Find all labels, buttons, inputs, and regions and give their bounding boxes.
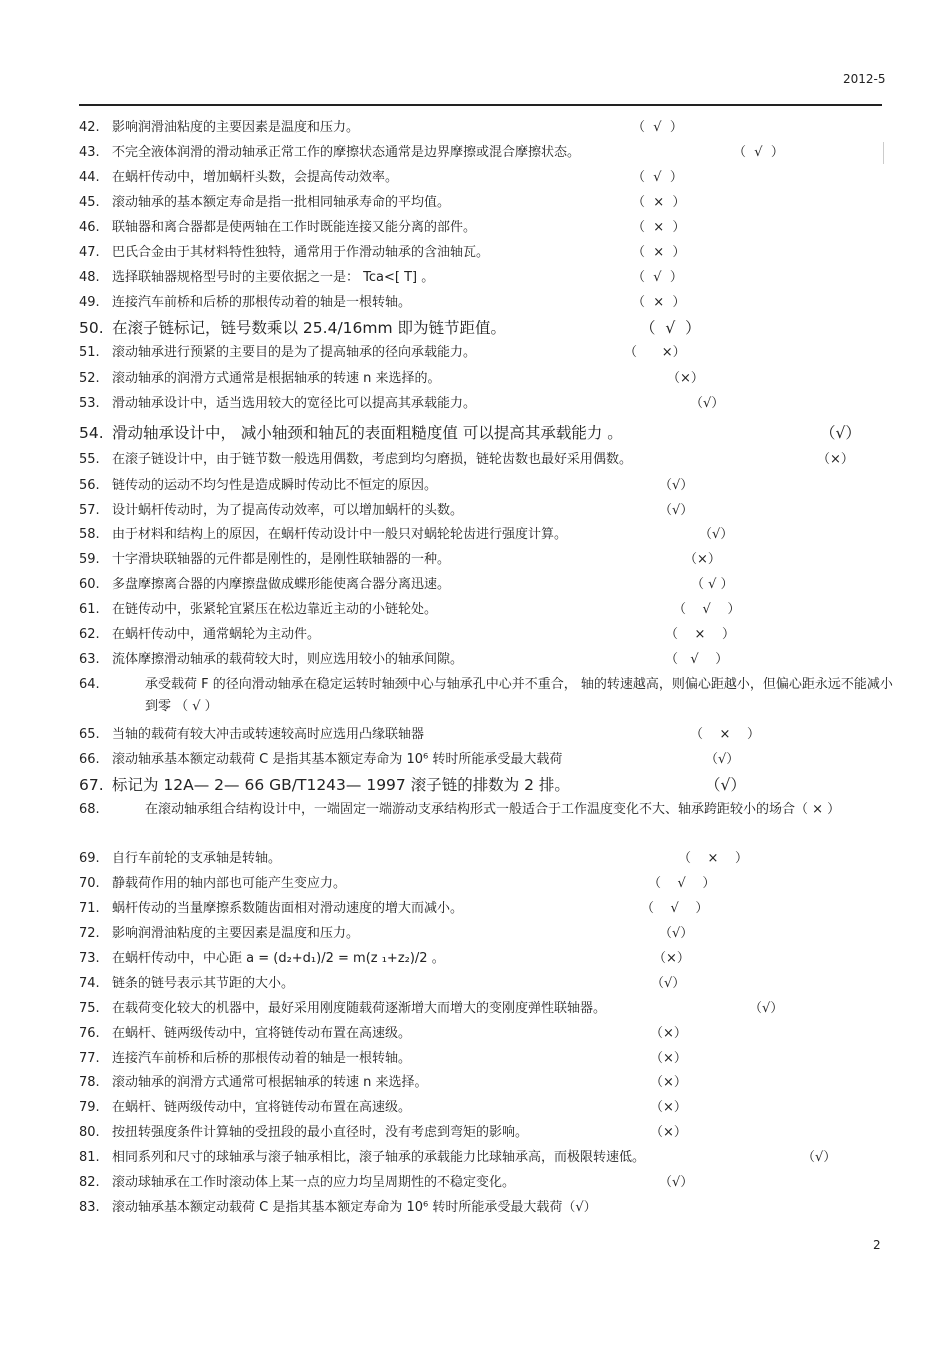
question-text: 在蜗杆传动中，增加蜗杆头数，会提高传动效率。 [112, 170, 399, 185]
question-number: 49. [79, 295, 100, 310]
answer-mark: （ ×） [624, 345, 686, 360]
question-number: 71. [79, 901, 100, 916]
question-text: 滚动轴承基本额定动载荷 C 是指其基本额定寿命为 10⁶ 转时所能承受最大载荷 [112, 752, 563, 767]
question-text: 静载荷作用的轴内部也可能产生变应力。 [112, 876, 347, 891]
question-text: 在滚子链标记，链号数乘以 25.4/16mm 即为链节距值。 [112, 319, 507, 337]
answer-mark: （ √ ） [632, 270, 683, 285]
answer-mark: （√） [820, 424, 861, 442]
question-text: 设计蜗杆传动时，为了提高传动效率，可以增加蜗杆的头数。 [112, 503, 464, 518]
question-number: 67. [79, 776, 104, 794]
question-text: 滑动轴承设计中，适当选用较大的宽径比可以提高其承载能力。 [112, 396, 477, 411]
question-number: 74. [79, 976, 100, 991]
question-text: 由于材料和结构上的原因，在蜗杆传动设计中一般只对蜗轮轮齿进行强度计算。 [112, 527, 568, 542]
page-number: 2 [873, 1238, 881, 1252]
question-text: 影响润滑油粘度的主要因素是温度和压力。 [112, 120, 360, 135]
question-text: 标记为 12A— 2— 66 GB/T1243— 1997 滚子链的排数为 2 排。 [112, 776, 570, 794]
question-number: 44. [79, 170, 100, 185]
answer-mark: （√） [659, 1175, 694, 1190]
question-number: 70. [79, 876, 100, 891]
answer-mark: （√） [802, 1150, 837, 1165]
margin-mark [883, 142, 884, 164]
question-text: 在载荷变化较大的机器中，最好采用刚度随载荷逐渐增大而增大的变刚度弹性联轴器。 [112, 1001, 607, 1016]
question-number: 81. [79, 1150, 100, 1165]
answer-mark: （ × ） [678, 851, 748, 866]
answer-mark: （ × ） [632, 220, 686, 235]
answer-mark: （×） [667, 371, 704, 386]
question-number: 65. [79, 727, 100, 742]
question-number: 82. [79, 1175, 100, 1190]
question-text: 多盘摩擦离合器的内摩擦盘做成蝶形能使离合器分离迅速。 [112, 577, 451, 592]
question-number: 47. [79, 245, 100, 260]
answer-mark: （ √ ） [632, 120, 683, 135]
question-number: 72. [79, 926, 100, 941]
question-text: 连接汽车前桥和后桥的那根传动着的轴是一根转轴。 [112, 295, 412, 310]
answer-mark: （√） [749, 1001, 784, 1016]
question-number: 79. [79, 1100, 100, 1115]
question-text: 相同系列和尺寸的球轴承与滚子轴承相比，滚子轴承的承载能力比球轴承高，而极限转速低。 [112, 1150, 646, 1165]
question-number: 42. [79, 120, 100, 135]
answer-mark: （√） [651, 976, 686, 991]
question-text: 在蜗杆传动中，通常蜗轮为主动件。 [112, 627, 321, 642]
question-number: 57. [79, 503, 100, 518]
question-text: 滚动轴承的润滑方式通常是根据轴承的转速 n 来选择的。 [112, 371, 441, 386]
question-number: 50. [79, 319, 104, 337]
question-number: 80. [79, 1125, 100, 1140]
answer-mark: （ × ） [632, 195, 686, 210]
question-text: 不完全液体润滑的滑动轴承正常工作的摩擦状态通常是边界摩擦或混合摩擦状态。 [112, 145, 581, 160]
answer-mark: （ √ ） [640, 319, 701, 337]
question-number: 78. [79, 1075, 100, 1090]
answer-mark: （√） [659, 478, 694, 493]
question-text: 当轴的载荷有较大冲击或转速较高时应选用凸缘联轴器 [112, 727, 425, 742]
answer-mark: （√） [659, 926, 694, 941]
question-text: 流体摩擦滑动轴承的载荷较大时，则应选用较小的轴承间隙。 [112, 652, 464, 667]
answer-mark: （ × ） [665, 627, 735, 642]
question-text: 按扭转强度条件计算轴的受扭段的最小直径时，没有考虑到弯矩的影响。 [112, 1125, 529, 1140]
question-text: 滑动轴承设计中， 减小轴颈和轴瓦的表面粗糙度值 可以提高其承载能力 。 [112, 424, 623, 442]
question-text: 在蜗杆、链两级传动中，宜将链传动布置在高速级。 [112, 1026, 412, 1041]
question-number: 53. [79, 396, 100, 411]
question-item [79, 799, 869, 821]
answer-mark: （×） [650, 1075, 687, 1090]
answer-mark: （ √ ） [665, 652, 729, 667]
answer-mark: （√） [659, 503, 694, 518]
question-text: 滚动轴承的润滑方式通常可根据轴承的转速 n 来选择。 [112, 1075, 428, 1090]
answer-mark: （×） [650, 1100, 687, 1115]
question-text: 影响润滑油粘度的主要因素是温度和压力。 [112, 926, 360, 941]
answer-mark: （√） [699, 527, 734, 542]
question-number: 76. [79, 1026, 100, 1041]
question-text: 连接汽车前桥和后桥的那根传动着的轴是一根转轴。 [112, 1051, 412, 1066]
question-text: 滚动球轴承在工作时滚动体上某一点的应力均呈周期性的不稳定变化。 [112, 1175, 516, 1190]
question-text: 自行车前轮的支承轴是转轴。 [112, 851, 282, 866]
question-text: 在滚子链设计中，由于链节数一般选用偶数，考虑到均匀磨损，链轮齿数也最好采用偶数。 [112, 452, 633, 467]
question-number: 54. [79, 424, 104, 442]
answer-mark: （ √ ） [632, 170, 683, 185]
answer-mark: （ × ） [632, 245, 686, 260]
question-text: 在蜗杆、链两级传动中，宜将链传动布置在高速级。 [112, 1100, 412, 1115]
question-text: 在链传动中，张紧轮宜紧压在松边靠近主动的小链轮处。 [112, 602, 438, 617]
question-number: 60. [79, 577, 100, 592]
header-date: 2012-5 [843, 72, 886, 86]
question-number: 58. [79, 527, 100, 542]
answer-mark: （ √ ） [641, 901, 709, 916]
question-number: 48. [79, 270, 100, 285]
question-number: 56. [79, 478, 100, 493]
question-text: 承受载荷 F 的径向滑动轴承在稳定运转时轴颈中心与轴承孔中心并不重合， 轴的转速越高，则偏心距越小，但偏心距永远不能减小到零 （ √ ） [145, 677, 893, 714]
answer-mark: （×） [650, 1125, 687, 1140]
question-text: 选择联轴器规格型号时的主要依据之一是： Tca<[ T] 。 [112, 270, 435, 285]
header-rule [79, 104, 882, 106]
question-text: 滚动轴承的基本额定寿命是指一批相同轴承寿命的平均值。 [112, 195, 451, 210]
question-number: 52. [79, 371, 100, 386]
answer-mark: （ √ ） [648, 876, 716, 891]
question-text: 链传动的运动不均匀性是造成瞬时传动比不恒定的原因。 [112, 478, 438, 493]
question-text: 联轴器和离合器都是使两轴在工作时既能连接又能分离的部件。 [112, 220, 477, 235]
question-number: 66. [79, 752, 100, 767]
question-text: 链条的链号表示其节距的大小。 [112, 976, 295, 991]
question-number: 73. [79, 951, 100, 966]
answer-mark: （√） [705, 776, 746, 794]
answer-mark: （×） [650, 1026, 687, 1041]
question-text: 滚动轴承基本额定动载荷 C 是指其基本额定寿命为 10⁶ 转时所能承受最大载荷（√） [112, 1200, 597, 1215]
question-number: 63. [79, 652, 100, 667]
answer-mark: （ × ） [632, 295, 686, 310]
question-text: 巴氏合金由于其材料特性独特，通常用于作滑动轴承的含油轴瓦。 [112, 245, 490, 260]
question-number: 83. [79, 1200, 100, 1215]
question-number: 59. [79, 552, 100, 567]
question-item [79, 674, 893, 718]
question-number: 75. [79, 1001, 100, 1016]
question-number: 46. [79, 220, 100, 235]
answer-mark: （×） [650, 1051, 687, 1066]
question-number: 77. [79, 1051, 100, 1066]
question-number: 64. [79, 677, 100, 692]
answer-mark: （ √ ） [691, 577, 734, 592]
question-number: 61. [79, 602, 100, 617]
question-number: 43. [79, 145, 100, 160]
answer-mark: （×） [684, 552, 721, 567]
answer-mark: （√） [705, 752, 740, 767]
question-number: 55. [79, 452, 100, 467]
question-number: 62. [79, 627, 100, 642]
question-number: 51. [79, 345, 100, 360]
question-number: 45. [79, 195, 100, 210]
answer-mark: （×） [653, 951, 690, 966]
answer-mark: （ × ） [690, 727, 760, 742]
question-number: 68. [79, 802, 100, 817]
question-text: 蜗杆传动的当量摩擦系数随齿面相对滑动速度的增大而减小。 [112, 901, 464, 916]
answer-mark: （√） [690, 396, 725, 411]
question-number: 69. [79, 851, 100, 866]
question-text: 十字滑块联轴器的元件都是刚性的，是刚性联轴器的一种。 [112, 552, 451, 567]
answer-mark: （ √ ） [733, 145, 784, 160]
question-text: 在滚动轴承组合结构设计中，一端固定一端游动支承结构形式一般适合于工作温度变化不大、轴承跨距较小的场合（ × ） [145, 802, 841, 817]
answer-mark: （ √ ） [673, 602, 741, 617]
answer-mark: （×） [817, 452, 854, 467]
question-text: 滚动轴承进行预紧的主要目的是为了提高轴承的径向承载能力。 [112, 345, 477, 360]
question-text: 在蜗杆传动中，中心距 a = (d₂+d₁)/2 = m(z ₁+z₂)/2 。 [112, 951, 445, 966]
